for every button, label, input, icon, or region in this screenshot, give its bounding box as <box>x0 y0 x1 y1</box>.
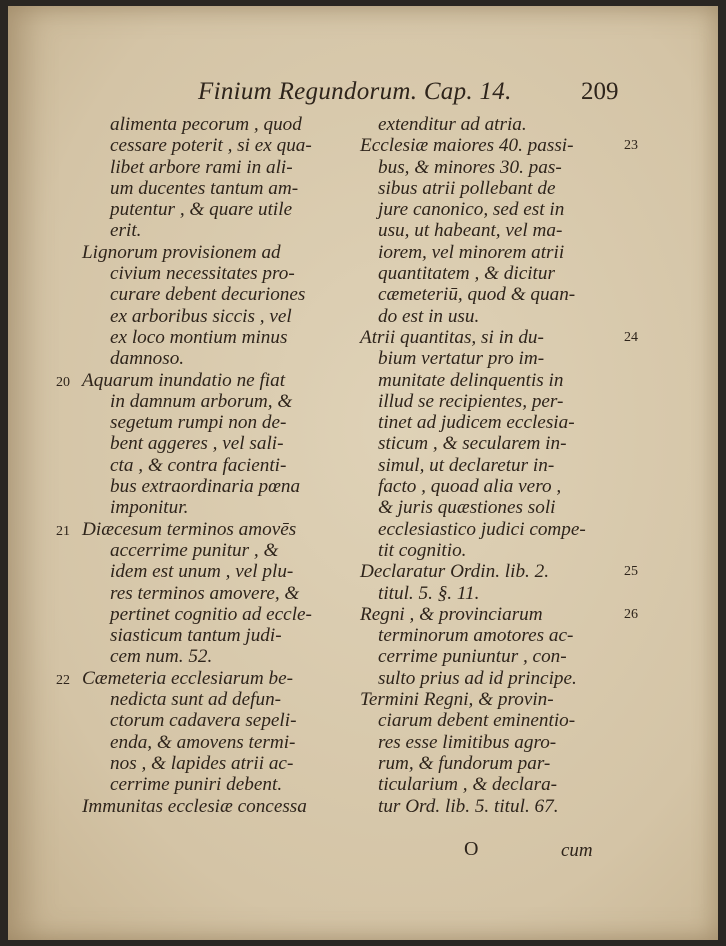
text-line <box>356 646 656 667</box>
text-line <box>356 753 656 774</box>
section-number: 23 <box>624 138 638 154</box>
line-text: bium vertatur pro im- <box>378 348 545 370</box>
text-line <box>56 604 356 625</box>
text-line <box>356 668 656 689</box>
line-text: damnoso. <box>110 348 185 370</box>
line-text: Diæcesum terminos amovēs <box>82 518 297 540</box>
text-line <box>56 710 356 731</box>
text-line <box>56 583 356 604</box>
text-line <box>56 561 356 582</box>
text-line <box>356 519 656 540</box>
text-line <box>356 306 656 327</box>
line-text: illud se recipientes, per- <box>378 390 564 412</box>
line-text: sulto prius ad id principe. <box>378 667 577 689</box>
page-number: 209 <box>581 78 619 105</box>
line-text: Cæmeteria ecclesiarum be- <box>82 667 294 689</box>
line-text: res esse limitibus agro- <box>378 731 557 753</box>
text-line <box>56 263 356 284</box>
text-line <box>56 455 356 476</box>
text-line <box>356 774 656 795</box>
section-number: 24 <box>624 329 638 345</box>
line-text: siasticum tantum judi- <box>110 625 282 647</box>
line-text: Ecclesiæ maiores 40. passi- <box>360 135 574 157</box>
text-line <box>356 583 656 604</box>
text-line <box>56 625 356 646</box>
text-line <box>356 604 656 625</box>
text-line <box>356 391 656 412</box>
line-text: ctorum cadavera sepeli- <box>110 710 297 732</box>
text-line <box>356 796 656 817</box>
section-number: 21 <box>56 523 70 539</box>
line-text: Aquarum inundatio ne fiat <box>82 369 286 391</box>
section-number: 25 <box>624 564 638 580</box>
line-text: simul, ut declaretur in- <box>378 454 555 476</box>
line-text: munitate delinquentis in <box>378 369 564 391</box>
line-text: imponitur. <box>110 497 189 519</box>
text-line <box>56 689 356 710</box>
section-number: 20 <box>56 374 70 390</box>
right-column <box>356 114 656 817</box>
text-line <box>356 540 656 561</box>
text-line <box>356 348 656 369</box>
running-head: Finium Regundorum. Cap. 14. <box>198 78 512 105</box>
text-line <box>56 348 356 369</box>
line-text: pertinet cognitio ad eccle- <box>110 603 312 625</box>
line-text: Atrii quantitas, si in du- <box>360 326 544 348</box>
line-text: cessare poterit , si ex qua- <box>110 135 312 157</box>
line-text: Lignorum provisionem ad <box>82 241 281 263</box>
text-line <box>356 284 656 305</box>
text-line <box>356 497 656 518</box>
line-text: enda, & amovens termi- <box>110 731 296 753</box>
text-line <box>56 774 356 795</box>
line-text: ciarum debent eminentio- <box>378 710 576 732</box>
text-line <box>356 327 656 348</box>
line-text: do est in usu. <box>378 305 480 327</box>
line-text: tur Ord. lib. 5. titul. 67. <box>378 795 559 817</box>
text-line <box>356 178 656 199</box>
text-line <box>56 646 356 667</box>
text-line <box>56 668 356 689</box>
text-line <box>56 540 356 561</box>
text-line <box>356 412 656 433</box>
line-text: cerrime puniuntur , con- <box>378 646 567 668</box>
text-line <box>56 433 356 454</box>
left-column <box>56 114 356 817</box>
line-text: ex arboribus siccis , vel <box>110 305 292 327</box>
line-text: cta , & contra facienti- <box>110 454 287 476</box>
text-line <box>56 476 356 497</box>
line-text: curare debent decuriones <box>110 284 306 306</box>
text-line <box>356 114 656 135</box>
line-text: sticum , & secularem in- <box>378 433 567 455</box>
text-line <box>56 370 356 391</box>
line-text: sibus atrii pollebant de <box>378 177 556 199</box>
signature-mark: O <box>464 838 479 860</box>
line-text: in damnum arborum, & <box>110 390 293 412</box>
text-line <box>356 199 656 220</box>
text-line <box>356 135 656 156</box>
text-line <box>56 327 356 348</box>
line-text: jure canonico, sed est in <box>378 199 565 221</box>
text-line <box>56 178 356 199</box>
line-text: Regni , & provinciarum <box>360 603 543 625</box>
line-text: bus, & minores 30. pas- <box>378 156 562 178</box>
line-text: quantitatem , & dicitur <box>378 263 555 285</box>
text-line <box>56 796 356 817</box>
text-line <box>356 370 656 391</box>
line-text: & juris quæstiones soli <box>378 497 556 519</box>
text-line <box>56 412 356 433</box>
line-text: um ducentes tantum am- <box>110 177 299 199</box>
text-line <box>56 135 356 156</box>
line-text: accerrime punitur , & <box>110 539 279 561</box>
text-line <box>56 220 356 241</box>
text-line <box>356 732 656 753</box>
book-page <box>8 6 718 940</box>
text-line <box>56 519 356 540</box>
text-line <box>56 199 356 220</box>
line-text: titul. 5. §. 11. <box>378 582 480 604</box>
line-text: bent aggeres , vel sali- <box>110 433 284 455</box>
line-text: erit. <box>110 220 142 242</box>
line-text: tinet ad judicem ecclesia- <box>378 412 575 434</box>
text-line <box>356 455 656 476</box>
text-line <box>356 476 656 497</box>
text-line <box>356 220 656 241</box>
line-text: usu, ut habeant, vel ma- <box>378 220 563 242</box>
line-text: cæmeteriū, quod & quan- <box>378 284 576 306</box>
text-line <box>356 433 656 454</box>
line-text: idem est unum , vel plu- <box>110 561 294 583</box>
line-text: segetum rumpi non de- <box>110 412 287 434</box>
line-text: civium necessitates pro- <box>110 263 295 285</box>
text-line <box>56 732 356 753</box>
line-text: cem num. 52. <box>110 646 213 668</box>
section-number: 26 <box>624 606 638 622</box>
line-text: ex loco montium minus <box>110 326 288 348</box>
line-text: res terminos amovere, & <box>110 582 300 604</box>
line-text: nos , & lapides atrii ac- <box>110 752 294 774</box>
text-line <box>356 561 656 582</box>
line-text: extenditur ad atria. <box>378 114 527 135</box>
line-text: cerrime puniri debent. <box>110 774 283 796</box>
text-line <box>56 242 356 263</box>
text-line <box>356 625 656 646</box>
text-line <box>56 284 356 305</box>
text-line <box>56 157 356 178</box>
line-text: alimenta pecorum , quod <box>110 114 302 135</box>
text-line <box>356 242 656 263</box>
line-text: Declaratur Ordin. lib. 2. <box>360 561 550 583</box>
text-line <box>356 157 656 178</box>
line-text: Immunitas ecclesiæ concessa <box>82 795 307 817</box>
text-line <box>56 114 356 135</box>
text-line <box>356 263 656 284</box>
catchword: cum <box>561 840 593 861</box>
line-text: ecclesiastico judici compe- <box>378 518 586 540</box>
line-text: iorem, vel minorem atrii <box>378 241 565 263</box>
line-text: Termini Regni, & provin- <box>360 689 554 711</box>
line-text: putentur , & quare utile <box>110 199 293 221</box>
line-text: tit cognitio. <box>378 539 467 561</box>
line-text: facto , quoad alia vero , <box>378 476 562 498</box>
text-line <box>56 306 356 327</box>
text-line <box>356 710 656 731</box>
text-line <box>356 689 656 710</box>
line-text: libet arbore rami in ali- <box>110 156 293 178</box>
line-text: terminorum amotores ac- <box>378 625 574 647</box>
section-number: 22 <box>56 672 70 688</box>
text-line <box>56 753 356 774</box>
line-text: rum, & fundorum par- <box>378 752 551 774</box>
line-text: nedicta sunt ad defun- <box>110 689 282 711</box>
line-text: ticularium , & declara- <box>378 774 558 796</box>
line-text: bus extraordinaria pœna <box>110 476 301 498</box>
text-line <box>56 497 356 518</box>
text-line <box>56 391 356 412</box>
